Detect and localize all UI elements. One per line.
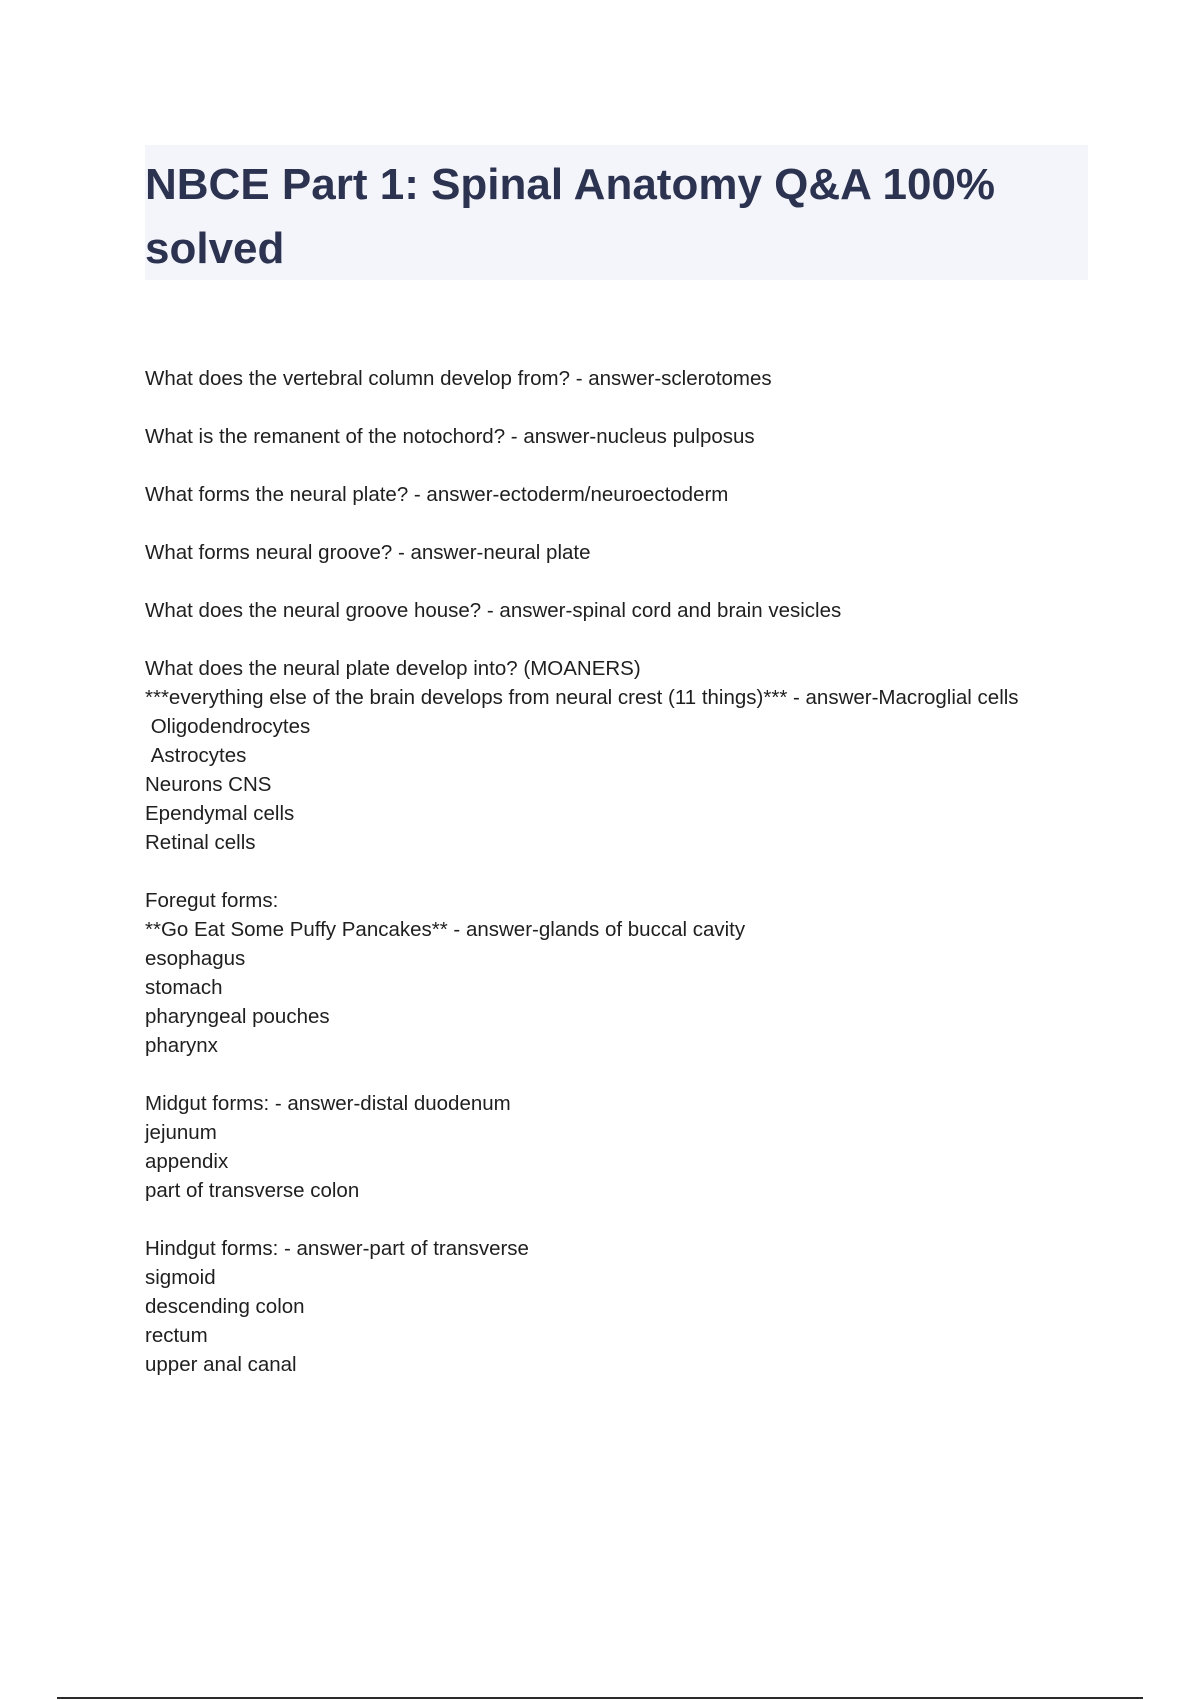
qa-entry	[145, 1234, 1075, 1379]
qa-answer-line: descending colon	[145, 1295, 305, 1318]
qa-list	[145, 364, 1075, 1408]
qa-answer-line: esophagus	[145, 947, 246, 970]
qa-question-line: Foregut forms:	[145, 889, 279, 912]
qa-entry	[145, 1089, 1075, 1205]
qa-question-line: What forms neural groove? - answer-neural plate	[145, 541, 591, 564]
qa-answer-line: pharyngeal pouches	[145, 1005, 330, 1028]
qa-entry	[145, 886, 1075, 1060]
qa-question-line: What does the neural groove house? - answer-spinal cord and brain vesicles	[145, 599, 842, 622]
qa-entry	[145, 480, 1075, 509]
qa-entry	[145, 538, 1075, 567]
qa-entry	[145, 596, 1075, 625]
document-title: NBCE Part 1: Spinal Anatomy Q&A 100% solved	[145, 160, 996, 273]
qa-answer-line: stomach	[145, 976, 223, 999]
qa-answer-line: Oligodendrocytes	[145, 715, 311, 738]
qa-question-line: What is the remanent of the notochord? - answer-nucleus pulposus	[145, 425, 755, 448]
qa-answer-line: sigmoid	[145, 1266, 216, 1289]
qa-question-line: What does the neural plate develop into? (MOANERS)	[145, 657, 641, 680]
qa-question-line: Hindgut forms: - answer-part of transverse	[145, 1237, 529, 1260]
qa-entry	[145, 654, 1075, 857]
qa-entry	[145, 422, 1075, 451]
page-divider	[57, 1697, 1143, 1699]
qa-answer-line: **Go Eat Some Puffy Pancakes** - answer-glands of buccal cavity	[145, 918, 746, 941]
qa-answer-line: Retinal cells	[145, 831, 256, 854]
qa-entry	[145, 364, 1075, 393]
qa-answer-line: upper anal canal	[145, 1353, 297, 1376]
qa-question-line: What forms the neural plate? - answer-ectoderm/neuroectoderm	[145, 483, 729, 506]
qa-answer-line: appendix	[145, 1150, 229, 1173]
qa-question-line: Midgut forms: - answer-distal duodenum	[145, 1092, 511, 1115]
qa-answer-line: Ependymal cells	[145, 802, 295, 825]
qa-answer-line: Astrocytes	[145, 744, 247, 767]
qa-answer-line: part of transverse colon	[145, 1179, 360, 1202]
qa-question-line: What does the vertebral column develop from? - answer-sclerotomes	[145, 367, 772, 390]
qa-answer-line: pharynx	[145, 1034, 218, 1057]
title-banner	[145, 145, 1088, 280]
qa-answer-line: ***everything else of the brain develops from neural crest (11 things)*** - answer-Macroglial cells	[145, 686, 1019, 709]
qa-answer-line: jejunum	[145, 1121, 217, 1144]
qa-answer-line: rectum	[145, 1324, 208, 1347]
qa-answer-line: Neurons CNS	[145, 773, 272, 796]
